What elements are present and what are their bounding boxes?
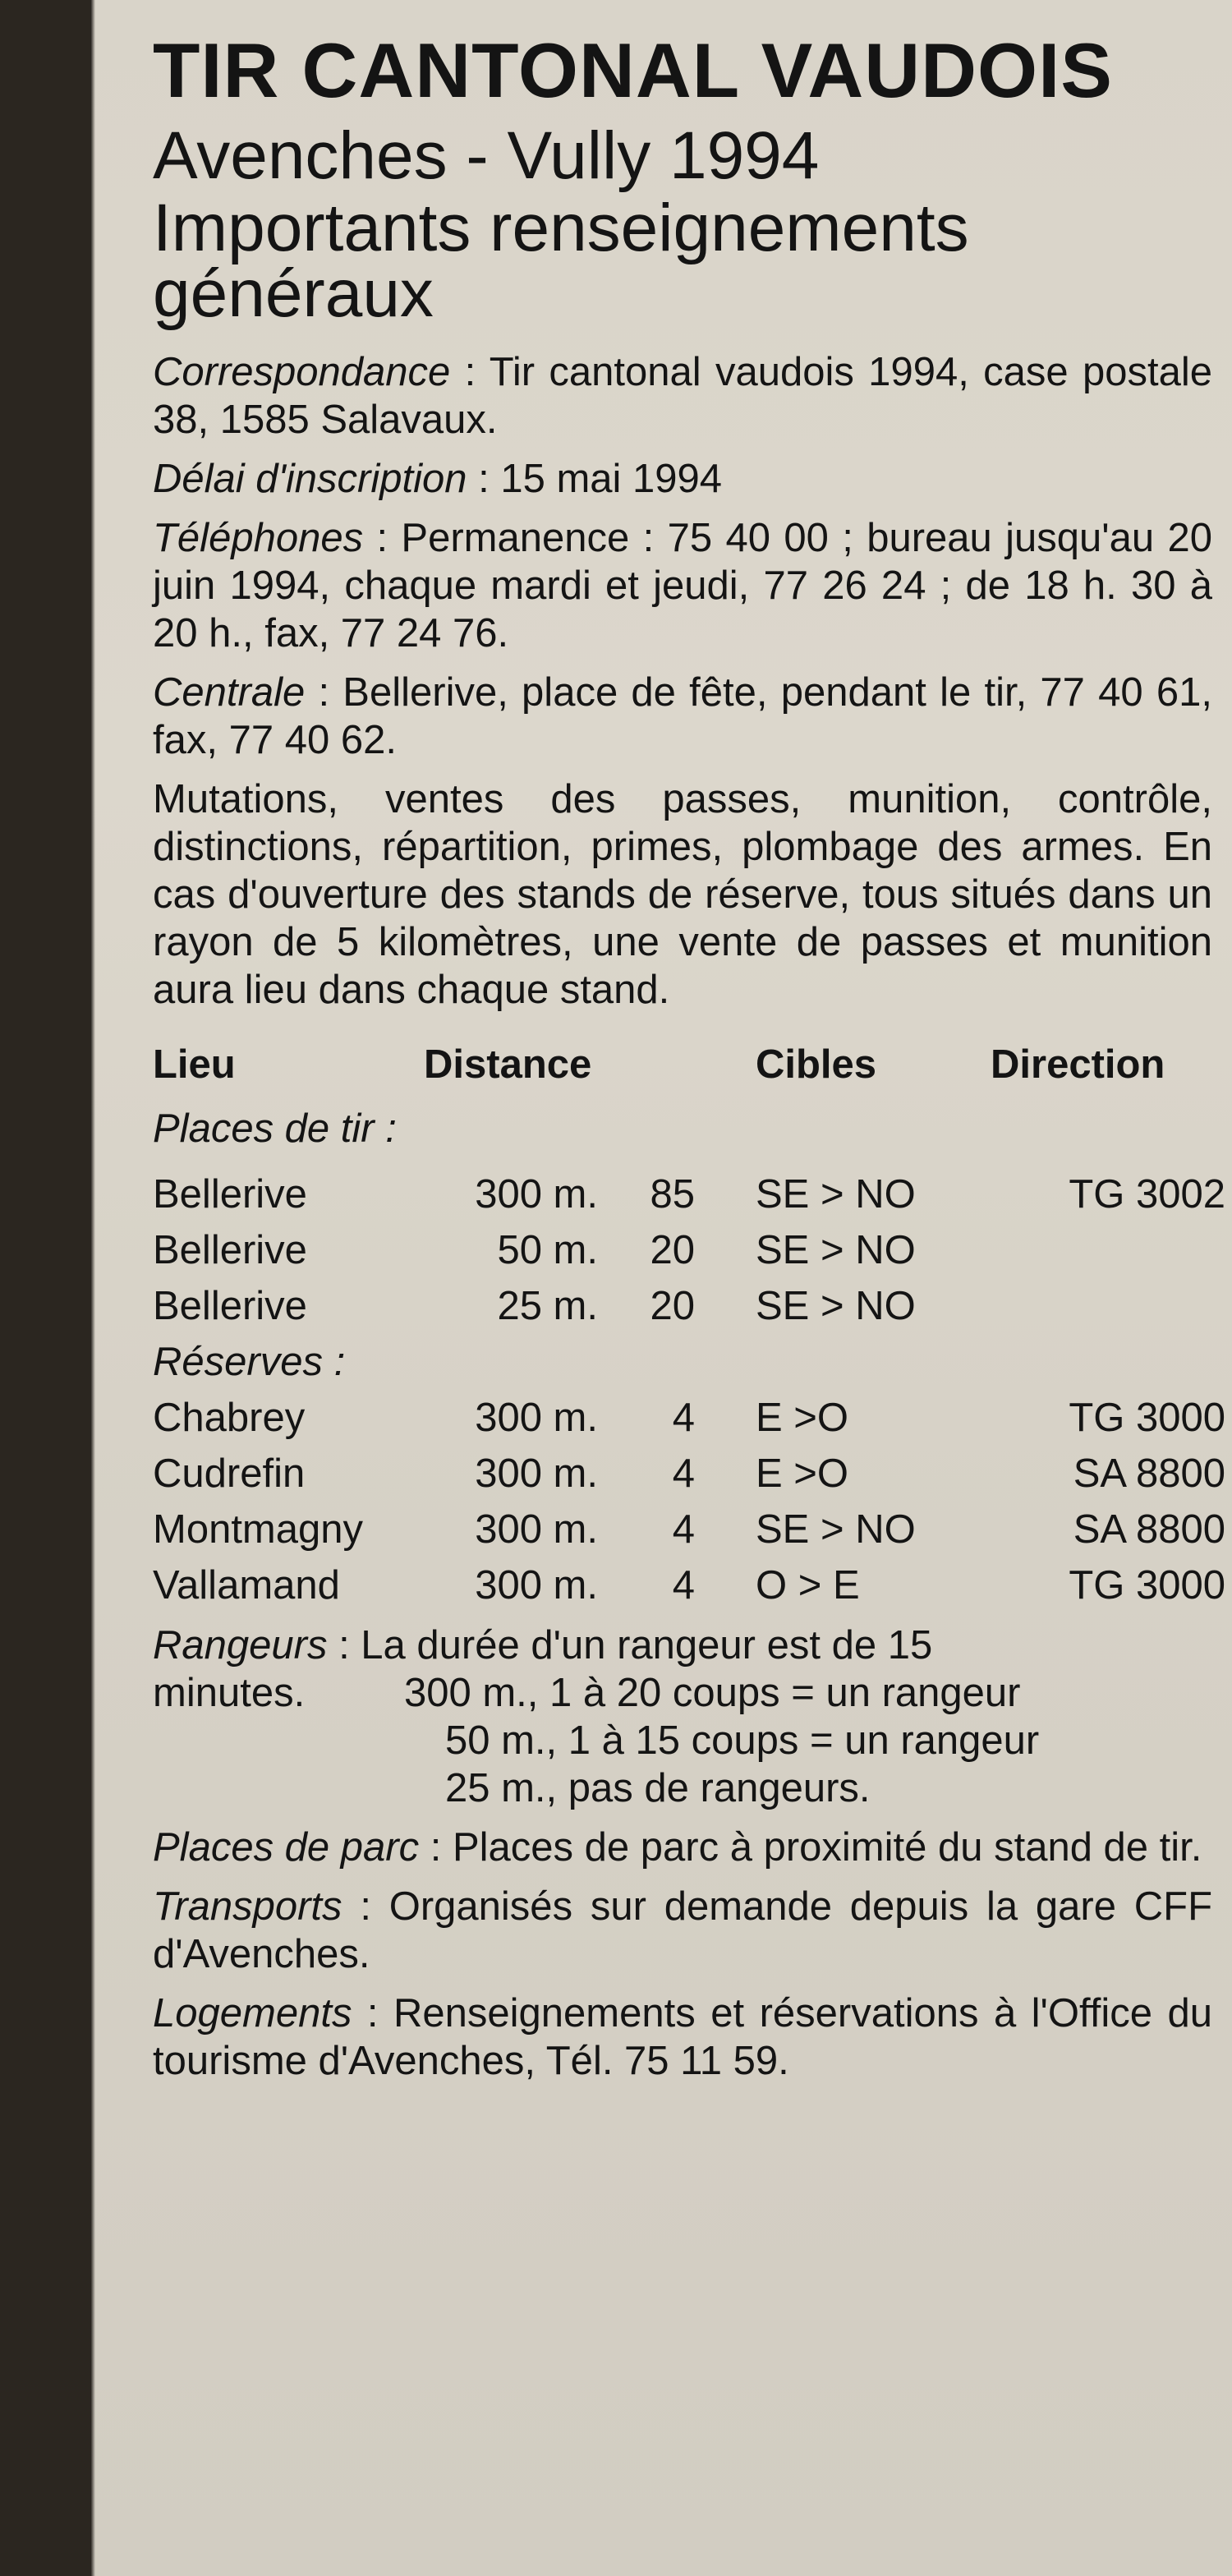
- logements-label: Logements: [153, 1991, 352, 2036]
- delai-label: Délai d'inscription: [153, 457, 467, 501]
- row-direction: SA 8800: [1073, 1507, 1225, 1552]
- correspondance-label: Correspondance: [153, 350, 451, 394]
- row-orientation: E >O: [756, 1451, 849, 1496]
- transports-paragraph: [153, 1883, 1212, 1978]
- table-row: [153, 1278, 1212, 1334]
- transports-label: Transports: [153, 1884, 342, 1929]
- row-cibles: 85: [650, 1172, 695, 1217]
- row-cibles: 4: [672, 1507, 695, 1552]
- row-distance: 300 m.: [475, 1451, 598, 1496]
- reserves-label: Réserves :: [153, 1340, 346, 1384]
- table-row: [153, 1390, 1225, 1446]
- row-distance: 25 m.: [497, 1284, 598, 1328]
- row-direction: TG 3000: [1069, 1396, 1225, 1440]
- rangeurs-label: Rangeurs: [153, 1623, 328, 1668]
- table-row: [153, 1557, 1225, 1613]
- row-orientation: SE > NO: [756, 1284, 916, 1328]
- row-lieu: Montmagny: [153, 1507, 364, 1552]
- centrale-label: Centrale: [153, 670, 306, 715]
- row-lieu: Bellerive: [153, 1172, 307, 1217]
- logements-text: : Renseignements et réservations à l'Office du tourisme d'Avenches, Tél. 75 11 59.: [153, 1991, 1212, 2083]
- row-distance: 300 m.: [475, 1172, 598, 1217]
- row-cibles: 20: [650, 1284, 695, 1328]
- row-lieu: Bellerive: [153, 1284, 307, 1328]
- telephones-label: Téléphones: [153, 516, 364, 560]
- header-lieu: Lieu: [153, 1042, 236, 1087]
- rangeurs-300m: 300 m., 1 à 20 coups = un rangeur: [404, 1671, 1021, 1715]
- table-row: [153, 1166, 1225, 1222]
- row-distance: 300 m.: [475, 1396, 598, 1440]
- header-distance: Distance: [424, 1042, 592, 1087]
- row-orientation: SE > NO: [756, 1228, 916, 1272]
- table-header-row: [153, 1037, 1212, 1101]
- correspondance-paragraph: [153, 348, 1212, 444]
- telephones-text: : Permanence : 75 40 00 ; bureau jusqu'au 20 juin 1994, chaque mardi et jeudi, 77 26 24 ; de 18 h. 30 à 20 h., fax, 77 24 76.: [153, 516, 1212, 656]
- subtitle: Avenches - Vully 1994: [153, 118, 820, 193]
- row-direction: TG 3002: [1069, 1172, 1225, 1217]
- places-label: Places de tir :: [153, 1106, 397, 1151]
- row-orientation: E >O: [756, 1396, 849, 1440]
- centrale-text: : Bellerive, place de fête, pendant le tir, 77 40 61, fax, 77 40 62.: [153, 670, 1212, 762]
- rangeurs-50m: 50 m., 1 à 15 coups = un rangeur: [445, 1718, 1040, 1763]
- row-orientation: SE > NO: [756, 1507, 916, 1552]
- table-row: [153, 1446, 1225, 1502]
- parc-label: Places de parc: [153, 1825, 420, 1870]
- newspaper-clipping: [90, 0, 1232, 2576]
- row-cibles: 4: [672, 1396, 695, 1440]
- row-distance: 50 m.: [497, 1228, 598, 1272]
- row-lieu: Cudrefin: [153, 1451, 306, 1496]
- rangeurs-line-1: [153, 1622, 1212, 1669]
- table-row: [153, 1222, 1212, 1278]
- row-distance: 300 m.: [475, 1563, 598, 1608]
- delai-paragraph: [153, 455, 1212, 503]
- rangeurs-minutes: minutes.: [153, 1671, 306, 1715]
- mutations-paragraph: Mutations, ventes des passes, munition, contrôle, distinctions, répartition, primes, plombage des armes. En cas d'ouverture des stands de réserve, tous situés dans un rayon de 5 kilomètres, une vente de passes et munition aura lieu dans chaque stand.: [153, 777, 1212, 1012]
- parc-text: : Places de parc à proximité du stand de tir.: [419, 1825, 1202, 1870]
- centrale-paragraph: [153, 669, 1212, 764]
- logements-paragraph: [153, 1990, 1212, 2085]
- row-lieu: Vallamand: [153, 1563, 340, 1608]
- row-cibles: 4: [672, 1451, 695, 1496]
- rangeurs-line-2: [153, 1669, 1212, 1717]
- heading: Importants renseignements généraux: [153, 191, 969, 331]
- rangeurs-text-1: : La durée d'un rangeur est de 15: [327, 1623, 933, 1668]
- rangeurs-block: [153, 1622, 1212, 1812]
- row-cibles: 20: [650, 1228, 695, 1272]
- row-lieu: Chabrey: [153, 1396, 306, 1440]
- row-direction: TG 3000: [1069, 1563, 1225, 1608]
- parc-paragraph: [153, 1824, 1212, 1871]
- row-cibles: 4: [672, 1563, 695, 1608]
- title: TIR CANTONAL VAUDOIS: [153, 27, 1113, 113]
- delai-text: : 15 mai 1994: [467, 457, 723, 501]
- stands-table: [153, 1037, 1225, 1613]
- telephones-paragraph: [153, 514, 1212, 657]
- rangeurs-25m: 25 m., pas de rangeurs.: [445, 1766, 871, 1810]
- table-row: [153, 1502, 1225, 1557]
- transports-text: : Organisés sur demande depuis la gare CFF d'Avenches.: [153, 1884, 1212, 1976]
- correspondance-text: : Tir cantonal vaudois 1994, case postale 38, 1585 Salavaux.: [153, 350, 1212, 442]
- header-cibles: Cibles: [756, 1042, 877, 1087]
- row-orientation: O > E: [756, 1563, 860, 1608]
- row-orientation: SE > NO: [756, 1172, 916, 1217]
- header-direction: Direction: [991, 1042, 1165, 1087]
- row-lieu: Bellerive: [153, 1228, 307, 1272]
- row-distance: 300 m.: [475, 1507, 598, 1552]
- row-direction: SA 8800: [1073, 1451, 1225, 1496]
